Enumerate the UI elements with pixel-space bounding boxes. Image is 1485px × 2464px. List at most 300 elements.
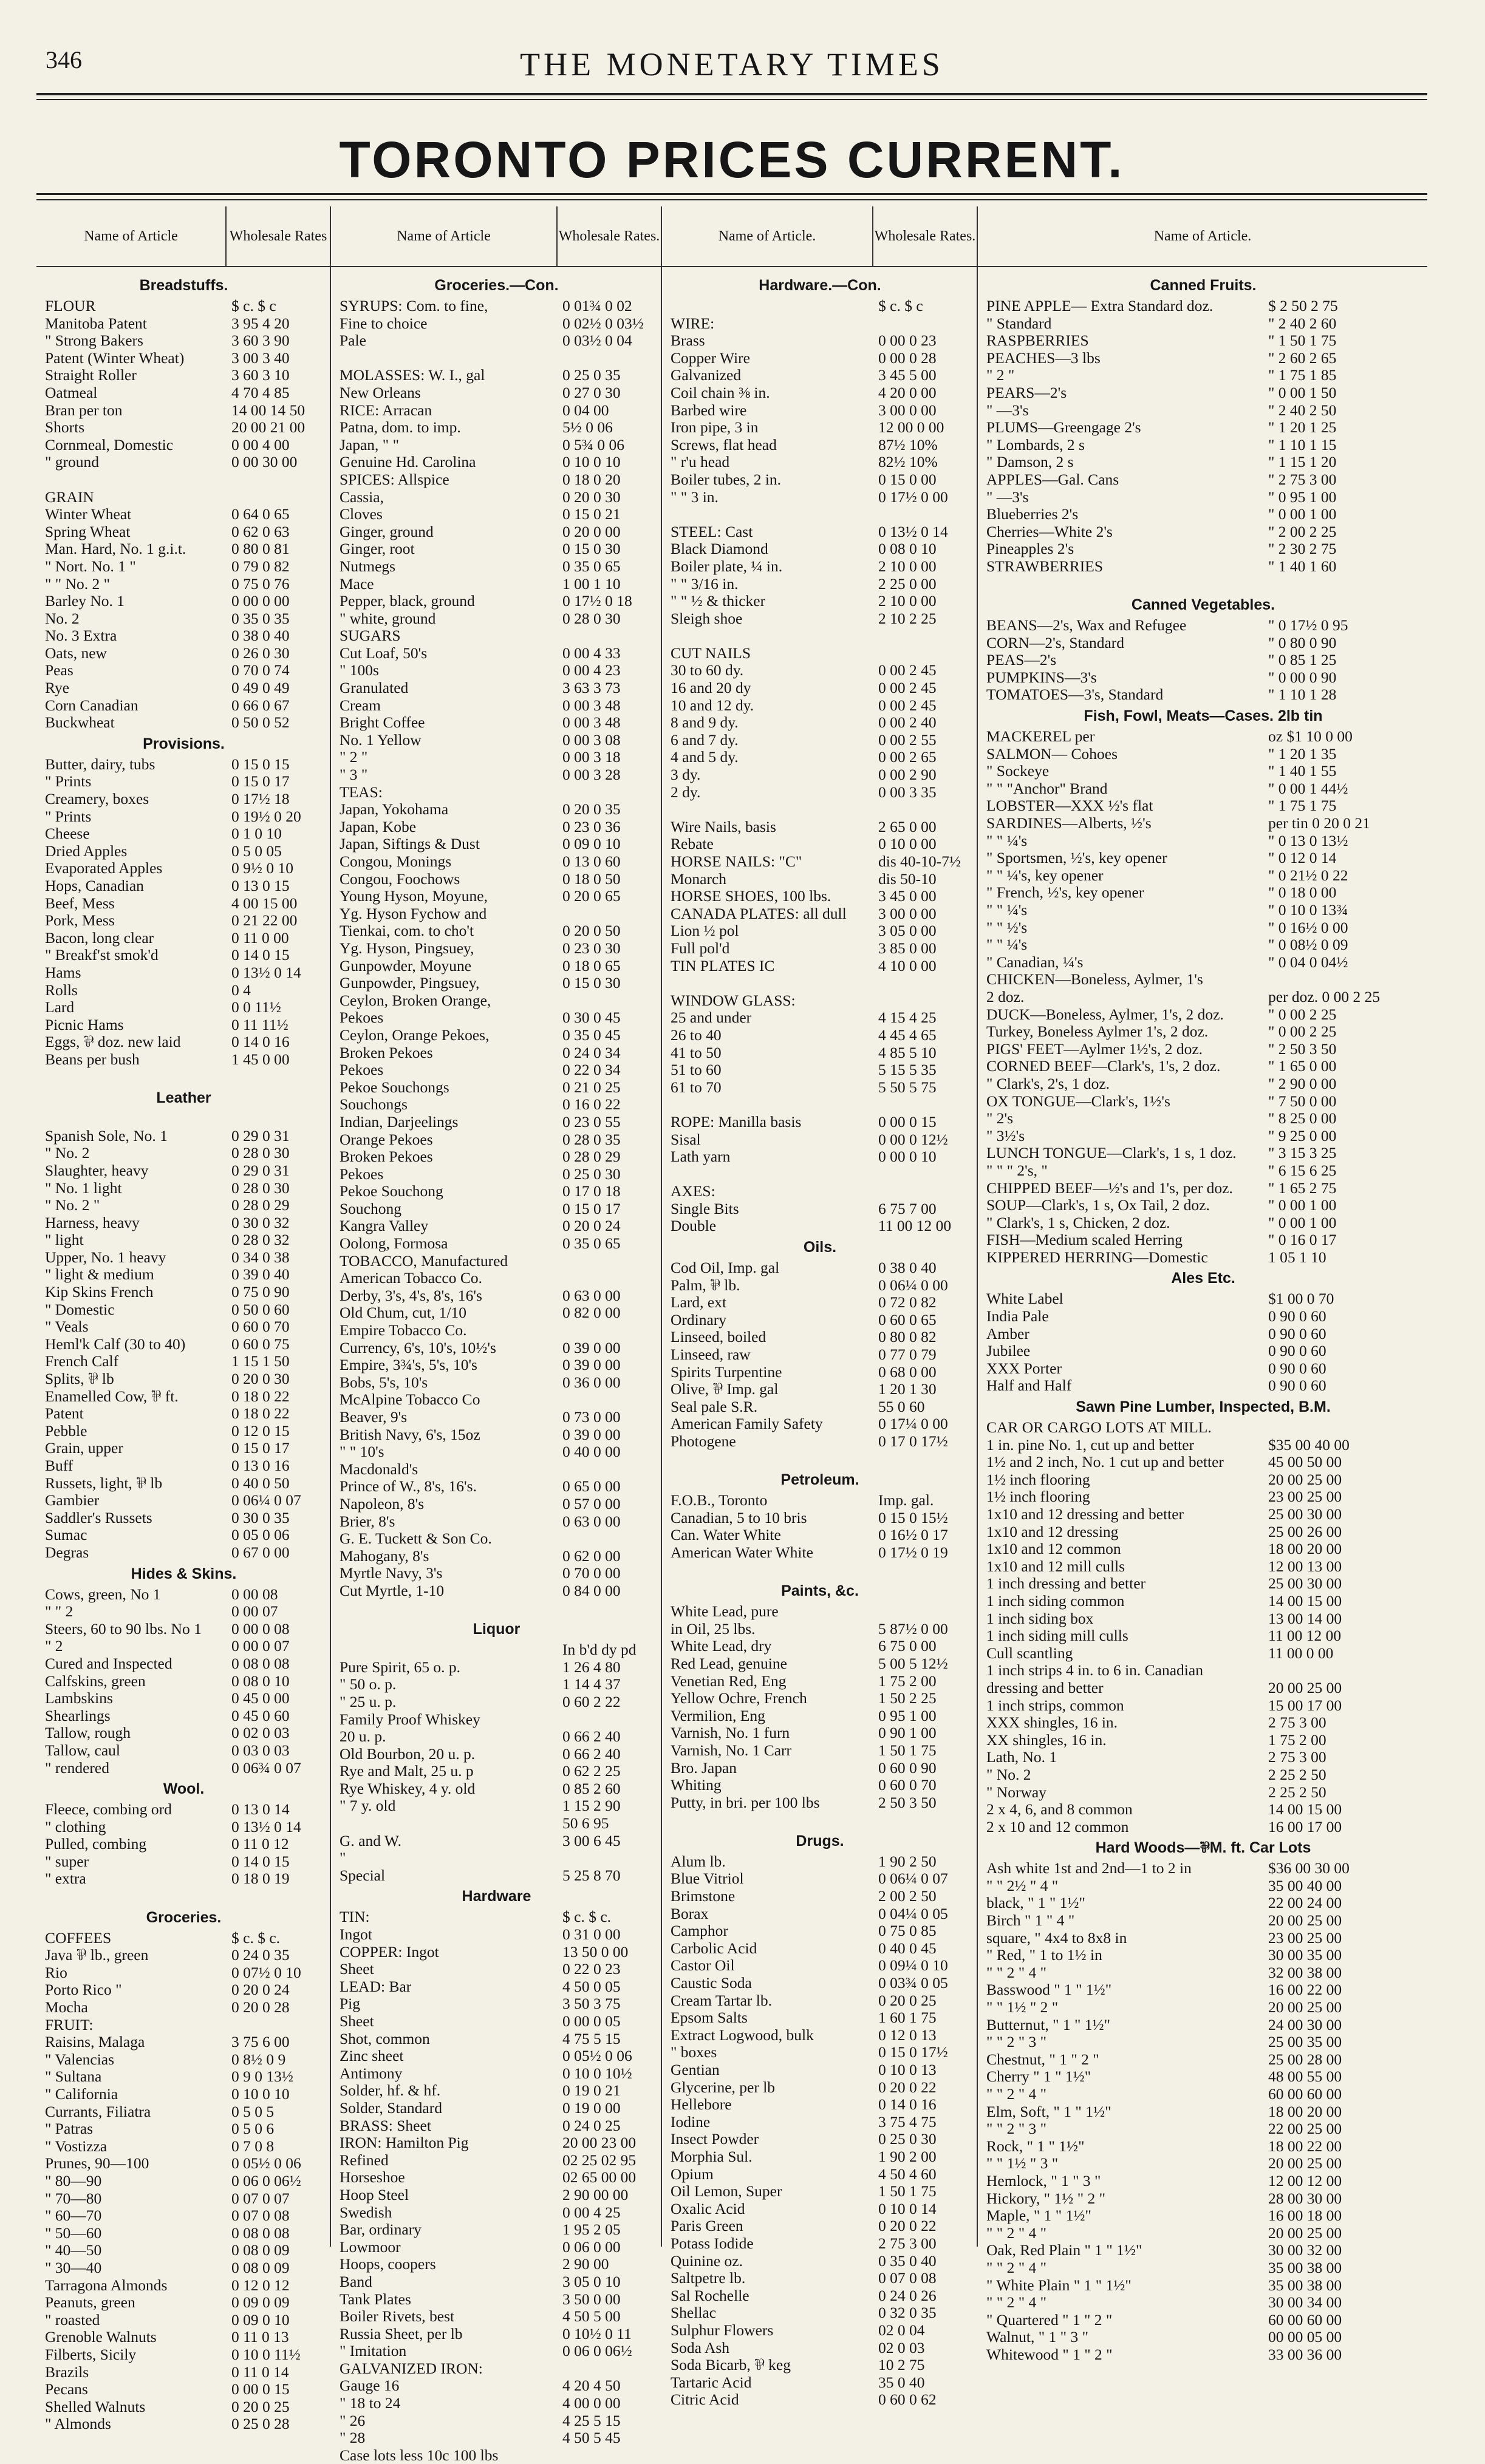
wholesale-rate: In b'd dy pd bbox=[562, 1641, 637, 1659]
wholesale-rate: 0 31 0 00 bbox=[562, 1925, 621, 1944]
article-name: Lion ½ pol bbox=[671, 922, 739, 940]
article-name: " rendered bbox=[45, 1758, 109, 1777]
article-name: SYRUPS: Com. to fine, bbox=[340, 297, 488, 315]
article-name: " " 2 bbox=[45, 1602, 73, 1621]
article-name: COFFEES bbox=[45, 1928, 112, 1947]
table-row bbox=[45, 1318, 323, 1336]
wholesale-rate: 0 66 2 40 bbox=[562, 1744, 621, 1763]
article-name: LEAD: Bar bbox=[340, 1977, 412, 1995]
article-name: " " 2 " 4 " bbox=[986, 2293, 1047, 2312]
article-name: Saddler's Russets bbox=[45, 1508, 152, 1526]
wholesale-rate: 1 45 0 00 bbox=[231, 1050, 290, 1068]
table-row bbox=[671, 2391, 969, 2409]
article-name: " Valencias bbox=[45, 2050, 115, 2068]
wholesale-rate: " 1 65 2 75 bbox=[1268, 1179, 1337, 1197]
table-row bbox=[45, 1128, 323, 1145]
table-row bbox=[45, 332, 323, 350]
table-row bbox=[986, 1249, 1420, 1267]
article-name: American Tobacco Co. bbox=[340, 1269, 482, 1287]
article-name: Bran per ton bbox=[45, 401, 123, 419]
wholesale-rate: 0 17½ 18 bbox=[231, 790, 290, 808]
wholesale-rate: 0 20 0 28 bbox=[231, 1998, 290, 2016]
table-row bbox=[45, 2312, 323, 2329]
table-row bbox=[340, 298, 654, 315]
article-name: Boiler plate, ¼ in. bbox=[671, 557, 783, 575]
article-name: 30 to 60 dy. bbox=[671, 661, 744, 679]
wholesale-rate: 0 07 0 08 bbox=[231, 2207, 290, 2225]
wholesale-rate bbox=[554, 1253, 654, 1270]
article-name: White Lead, dry bbox=[671, 1637, 772, 1655]
article-name: Blueberries 2's bbox=[986, 505, 1079, 523]
wholesale-rate: 0 00 0 08 bbox=[231, 1619, 290, 1638]
table-row bbox=[986, 1877, 1420, 1895]
article-name: No. 2 bbox=[45, 609, 80, 627]
table-row bbox=[671, 2131, 969, 2148]
article-name: Refined bbox=[340, 2151, 389, 2169]
wholesale-rate bbox=[223, 1069, 323, 1086]
article-name: " Clark's, 2's, 1 doz. bbox=[986, 1074, 1110, 1092]
table-row bbox=[671, 576, 969, 593]
wholesale-rate: 0 39 0 00 bbox=[562, 1356, 621, 1374]
article-name: Pulled, combing bbox=[45, 1835, 147, 1853]
wholesale-rate: 0 57 0 00 bbox=[562, 1494, 621, 1513]
wholesale-rate: $ c. $ c. bbox=[562, 1908, 612, 1926]
table-row bbox=[45, 558, 323, 576]
article-name: Walnut, " 1 " 3 " bbox=[986, 2328, 1088, 2346]
wholesale-rate: " 1 75 1 85 bbox=[1268, 366, 1337, 384]
wholesale-rate: 3 00 0 00 bbox=[878, 904, 937, 922]
article-name: 41 to 50 bbox=[671, 1043, 722, 1061]
article-name: Borax bbox=[671, 1904, 709, 1922]
table-row bbox=[671, 1294, 969, 1312]
article-name: Hickory, " 1½ " 2 " bbox=[986, 2189, 1106, 2207]
article-name bbox=[45, 1110, 223, 1128]
table-row bbox=[671, 1381, 969, 1398]
wholesale-rate: per tin 0 20 0 21 bbox=[1268, 814, 1370, 832]
table-row bbox=[986, 902, 1420, 919]
table-row bbox=[45, 315, 323, 333]
table-row bbox=[340, 922, 654, 940]
article-name: " California bbox=[45, 2085, 118, 2103]
article-name: LOBSTER—XXX ½'s flat bbox=[986, 797, 1153, 815]
wholesale-rate: 0 00 2 55 bbox=[878, 730, 937, 749]
wholesale-rate bbox=[223, 1110, 323, 1128]
table-row bbox=[340, 523, 654, 541]
article-name: SARDINES—Alberts, ½'s bbox=[986, 814, 1152, 832]
wholesale-rate: 20 00 23 00 bbox=[562, 2134, 637, 2152]
wholesale-rate: 6 75 7 00 bbox=[878, 1199, 937, 1217]
wholesale-rate: 0 24 0 26 bbox=[878, 2286, 937, 2304]
table-row bbox=[671, 818, 969, 836]
wholesale-rate: 0 13 0 60 bbox=[562, 853, 621, 870]
article-name: " 2's bbox=[986, 1109, 1014, 1128]
table-row bbox=[986, 1506, 1420, 1523]
article-name: RICE: Arracan bbox=[340, 401, 432, 419]
table-row bbox=[45, 2294, 323, 2312]
article-name: " 70—80 bbox=[45, 2189, 102, 2207]
article-name: Patent (Winter Wheat) bbox=[45, 349, 185, 367]
table-row bbox=[986, 1326, 1420, 1343]
table-row bbox=[340, 1426, 654, 1444]
table-row bbox=[45, 1724, 323, 1742]
wholesale-rate bbox=[870, 1811, 969, 1829]
article-name: " " 10's bbox=[340, 1443, 384, 1461]
wholesale-rate: 0 00 4 23 bbox=[562, 661, 621, 679]
table-row bbox=[986, 832, 1420, 850]
table-row bbox=[340, 2377, 654, 2395]
table-row bbox=[340, 1061, 654, 1079]
table-row bbox=[986, 1947, 1420, 1964]
wholesale-rate: 1 90 2 50 bbox=[878, 1852, 937, 1870]
table-row bbox=[671, 437, 969, 454]
table-row bbox=[45, 1231, 323, 1249]
article-name: Corn Canadian bbox=[45, 696, 138, 714]
wholesale-rate: 0 23 0 30 bbox=[562, 939, 621, 957]
table-row bbox=[671, 2009, 969, 2027]
article-name: " " 2 " 3 " bbox=[986, 2033, 1047, 2051]
wholesale-rate: 0 06¼ 0 00 bbox=[878, 1276, 948, 1294]
table-row bbox=[986, 1197, 1420, 1214]
wholesale-rate: 0 21 0 25 bbox=[562, 1078, 621, 1096]
page-header bbox=[36, 33, 1427, 188]
table-row bbox=[45, 1999, 323, 2016]
table-row bbox=[45, 773, 323, 791]
article-name: " 50 o. p. bbox=[340, 1675, 397, 1693]
table-row bbox=[45, 2329, 323, 2346]
table-row bbox=[986, 971, 1420, 989]
wholesale-rate: 0 66 2 40 bbox=[562, 1727, 621, 1746]
table-row bbox=[671, 975, 969, 992]
section-title: Hardware bbox=[462, 1888, 531, 1905]
table-row bbox=[986, 1999, 1420, 2016]
table-row bbox=[45, 2398, 323, 2416]
article-name: Whiting bbox=[671, 1776, 722, 1794]
table-row bbox=[340, 1815, 654, 1833]
wholesale-rate: $36 00 30 00 bbox=[1268, 1859, 1350, 1877]
table-row bbox=[340, 1693, 654, 1711]
article-name: " Veals bbox=[45, 1318, 89, 1336]
wholesale-rate: 0 10 0 10 bbox=[231, 2085, 290, 2103]
wholesale-rate: 0 25 0 35 bbox=[562, 366, 621, 384]
table-row bbox=[986, 669, 1420, 687]
table-row bbox=[671, 992, 969, 1010]
article-name: Heml'k Calf (30 to 40) bbox=[45, 1335, 186, 1353]
wholesale-rate: 0 38 0 40 bbox=[231, 627, 290, 645]
article-name: Brimstone bbox=[671, 1887, 736, 1905]
wholesale-rate: 0 20 0 25 bbox=[878, 1991, 937, 2009]
wholesale-rate: 0 20 0 50 bbox=[562, 922, 621, 940]
article-name: " " ¼'s bbox=[986, 936, 1028, 954]
wholesale-rate: 0 60 0 90 bbox=[878, 1758, 937, 1777]
article-name: Beans per bush bbox=[45, 1050, 140, 1068]
header-name: Name of Article. bbox=[1153, 228, 1252, 244]
section-title: Petroleum. bbox=[780, 1471, 859, 1489]
wholesale-rate: 0 82 0 00 bbox=[562, 1304, 621, 1322]
wholesale-rate: 0 18 0 20 bbox=[562, 470, 621, 488]
table-row bbox=[45, 1336, 323, 1353]
wholesale-rate: 3 45 0 00 bbox=[878, 887, 937, 905]
article-name: Blue Vitriol bbox=[671, 1870, 744, 1888]
table-row bbox=[340, 1746, 654, 1763]
table-row bbox=[45, 1051, 323, 1069]
table-row bbox=[340, 2169, 654, 2187]
article-name: " " ½ & thicker bbox=[671, 592, 766, 610]
table-row bbox=[340, 2412, 654, 2430]
table-row bbox=[340, 1235, 654, 1253]
article-name: " " 1½ " 2 " bbox=[986, 1998, 1059, 2016]
article-name: PEACHES—3 lbs bbox=[986, 349, 1101, 367]
wholesale-rate: 0 00 3 28 bbox=[562, 766, 621, 784]
table-row bbox=[986, 1662, 1420, 1680]
article-name: 1½ and 2 inch, No. 1 cut up and better bbox=[986, 1453, 1224, 1471]
article-name: MOLASSES: W. I., gal bbox=[340, 366, 485, 384]
table-row bbox=[340, 2065, 654, 2083]
table-row bbox=[986, 2207, 1420, 2225]
table-row bbox=[340, 1183, 654, 1200]
table-row bbox=[340, 645, 654, 662]
article-name: Can. Water White bbox=[671, 1526, 781, 1544]
article-name: Rock, " 1 " 1½" bbox=[986, 2137, 1085, 2155]
wholesale-rate: 50 6 95 bbox=[562, 1814, 609, 1833]
wholesale-rate: 0 15 0 00 bbox=[878, 470, 937, 488]
wholesale-rate: 0 10½ 0 11 bbox=[562, 2324, 632, 2343]
wholesale-rate: 18 00 22 00 bbox=[1268, 2137, 1342, 2155]
article-name: Pineapples 2's bbox=[986, 540, 1074, 558]
table-row bbox=[45, 2381, 323, 2398]
wholesale-rate: 0 15 0 17 bbox=[231, 1439, 290, 1457]
article-name: Morphia Sul. bbox=[671, 2147, 753, 2165]
wholesale-rate: " 0 18 0 00 bbox=[1268, 883, 1337, 902]
table-row bbox=[986, 1593, 1420, 1610]
wholesale-rate: " 1 40 1 60 bbox=[1268, 557, 1337, 575]
table-row bbox=[340, 384, 654, 402]
section-title: Hides & Skins. bbox=[131, 1565, 237, 1582]
table-row bbox=[340, 818, 654, 836]
article-name: " 18 to 24 bbox=[340, 2394, 401, 2412]
article-name: Japan, Kobe bbox=[340, 817, 417, 836]
wholesale-rate: 0 04¼ 0 05 bbox=[878, 1904, 948, 1922]
article-name: Extract Logwood, bulk bbox=[671, 2026, 814, 2044]
table-row bbox=[986, 1360, 1420, 1378]
article-name: Sumac bbox=[45, 1526, 87, 1544]
article-name: Amber bbox=[986, 1324, 1029, 1343]
column-2 bbox=[331, 206, 662, 2464]
article-name: Gambier bbox=[45, 1491, 100, 1509]
article-name bbox=[45, 1069, 223, 1086]
article-name: Iron pipe, 3 in bbox=[671, 418, 759, 437]
table-row bbox=[45, 1249, 323, 1267]
article-name: Saltpetre lb. bbox=[671, 2269, 746, 2287]
wholesale-rate bbox=[554, 1322, 654, 1339]
wholesale-rate: 0 17½ 0 18 bbox=[562, 592, 632, 610]
table-row bbox=[45, 506, 323, 523]
wholesale-rate: 0 23 0 55 bbox=[562, 1112, 621, 1131]
wholesale-rate: 11 00 0 00 bbox=[1268, 1644, 1334, 1662]
wholesale-rate: 0 35 0 40 bbox=[878, 2251, 937, 2270]
wholesale-rate: 0 1 0 10 bbox=[231, 825, 282, 843]
table-row bbox=[340, 1780, 654, 1798]
wholesale-rate: 23 00 25 00 bbox=[1268, 1488, 1342, 1506]
table-row bbox=[340, 558, 654, 576]
article-name: Cut Myrtle, 1-10 bbox=[340, 1581, 445, 1599]
table-row bbox=[45, 1586, 323, 1604]
table-row bbox=[671, 2061, 969, 2079]
article-name: " white, ground bbox=[340, 609, 436, 627]
wholesale-rate: $ c. $ c bbox=[878, 297, 923, 315]
table-row bbox=[340, 2429, 654, 2447]
article-name: Brier, 8's bbox=[340, 1512, 395, 1530]
wholesale-rate: 0 03 0 03 bbox=[231, 1741, 290, 1759]
table-row bbox=[671, 627, 969, 645]
wholesale-rate: 0 00 4 25 bbox=[562, 2203, 621, 2221]
table-row bbox=[340, 1867, 654, 1885]
article-name: " " " 2's, " bbox=[986, 1161, 1048, 1179]
article-name: TIN PLATES IC bbox=[671, 956, 775, 975]
article-name: " Sockeye bbox=[986, 762, 1050, 780]
section-title: Hardware.—Con. bbox=[759, 277, 881, 294]
table-row bbox=[340, 905, 654, 923]
article-name: Full pol'd bbox=[671, 939, 730, 957]
article-name: KIPPERED HERRING—Domestic bbox=[986, 1248, 1208, 1266]
table-row bbox=[45, 982, 323, 999]
table-row bbox=[986, 2242, 1420, 2259]
table-row bbox=[340, 679, 654, 697]
wholesale-rate: 0 75 0 90 bbox=[231, 1283, 290, 1301]
article-name: Cows, green, No 1 bbox=[45, 1585, 161, 1603]
wholesale-rate: 13 50 0 00 bbox=[562, 1942, 629, 1961]
table-row bbox=[45, 662, 323, 679]
table-row bbox=[671, 2374, 969, 2392]
table-row bbox=[986, 1377, 1420, 1395]
article-name: Peanuts, green bbox=[45, 2293, 135, 2312]
table-row bbox=[45, 1819, 323, 1836]
wholesale-rate: 0 05½ 0 06 bbox=[562, 2047, 632, 2065]
article-name: Antimony bbox=[340, 2064, 403, 2082]
header-name: Name of Article bbox=[84, 228, 178, 244]
table-row bbox=[671, 1148, 969, 1166]
article-name: XXX Porter bbox=[986, 1359, 1062, 1377]
wholesale-rate: 0 00 0 15 bbox=[878, 1112, 937, 1131]
article-name: " light & medium bbox=[45, 1265, 154, 1284]
wholesale-rate: " 1 40 1 55 bbox=[1268, 762, 1337, 780]
wholesale-rate: 0 17¼ 0 00 bbox=[878, 1415, 948, 1433]
table-row bbox=[340, 1270, 654, 1287]
table-row bbox=[671, 1509, 969, 1527]
wholesale-rate: 2 25 2 50 bbox=[1268, 1765, 1326, 1783]
table-row bbox=[340, 2343, 654, 2360]
wholesale-rate: 0 17½ 0 19 bbox=[878, 1543, 948, 1561]
table-row bbox=[671, 1526, 969, 1544]
wholesale-rate: 22 00 24 00 bbox=[1268, 1894, 1342, 1912]
table-row bbox=[45, 1603, 323, 1621]
table-row bbox=[340, 1797, 654, 1815]
table-row bbox=[45, 1801, 323, 1819]
article-name: " Standard bbox=[986, 314, 1052, 332]
article-name: Currants, Filiatra bbox=[45, 2102, 151, 2120]
wholesale-rate: 0 80 0 82 bbox=[878, 1328, 937, 1346]
article-name: Buff bbox=[45, 1457, 73, 1474]
wholesale-rate: 20 00 25 00 bbox=[1268, 2154, 1342, 2173]
article-name: " " 3 in. bbox=[671, 488, 719, 506]
article-name: " No. 2 " bbox=[45, 1196, 100, 1214]
table-row bbox=[986, 780, 1420, 798]
table-row bbox=[671, 888, 969, 905]
wholesale-rate: 0 70 0 00 bbox=[562, 1564, 621, 1582]
article-name: PUMPKINS—3's bbox=[986, 668, 1097, 686]
table-row bbox=[340, 2134, 654, 2152]
article-name: Sheet bbox=[340, 1960, 374, 1978]
article-name: Elm, Soft, " 1 " 1½" bbox=[986, 2102, 1111, 2120]
wholesale-rate: 0 5¾ 0 06 bbox=[562, 435, 624, 454]
wholesale-rate: 0 27 0 30 bbox=[562, 383, 621, 401]
article-name: " extra bbox=[45, 1870, 86, 1888]
wholesale-rate: 5 15 5 35 bbox=[878, 1061, 937, 1079]
table-row bbox=[340, 402, 654, 420]
table-row bbox=[340, 1114, 654, 1131]
wholesale-rate: 0 30 0 32 bbox=[231, 1213, 290, 1231]
article-name: Beef, Mess bbox=[45, 894, 115, 912]
table-row bbox=[986, 419, 1420, 437]
table-row bbox=[986, 367, 1420, 384]
article-name: STRAWBERRIES bbox=[986, 557, 1104, 575]
wholesale-rate: 2 25 0 00 bbox=[878, 574, 937, 593]
wholesale-rate: 60 00 60 00 bbox=[1268, 2310, 1342, 2329]
article-name: " No. 2 bbox=[45, 1144, 90, 1162]
page-title: TORONTO PRICES CURRENT. bbox=[339, 131, 1125, 188]
wholesale-rate: 14 00 15 00 bbox=[1268, 1800, 1342, 1819]
table-row bbox=[45, 2415, 323, 2433]
article-name: Java ⅌ lb., green bbox=[45, 1946, 149, 1964]
article-name: " roasted bbox=[45, 2310, 100, 2329]
table-row bbox=[340, 1443, 654, 1461]
table-row bbox=[986, 635, 1420, 652]
article-name: Indian, Darjeelings bbox=[340, 1112, 459, 1131]
article-name: FISH—Medium scaled Herring bbox=[986, 1231, 1183, 1249]
wholesale-rate bbox=[870, 1603, 969, 1621]
table-row bbox=[986, 298, 1420, 315]
article-name: Grain, upper bbox=[45, 1439, 123, 1457]
wholesale-rate: 0 00 0 00 bbox=[231, 592, 290, 610]
article-name: 1 inch siding box bbox=[986, 1609, 1094, 1627]
article-name: Glycerine, per lb bbox=[671, 2078, 776, 2096]
wholesale-rate: 3 60 3 90 bbox=[231, 332, 290, 350]
article-name: GRAIN bbox=[45, 488, 94, 506]
table-row bbox=[986, 1558, 1420, 1576]
wholesale-rate: 0 79 0 82 bbox=[231, 557, 290, 575]
wholesale-rate: 0 04 00 bbox=[562, 401, 609, 419]
article-name: " light bbox=[45, 1231, 84, 1249]
table-row bbox=[986, 315, 1420, 333]
table-row bbox=[340, 1641, 654, 1659]
section-title: Breadstuffs. bbox=[139, 277, 228, 294]
article-name: " Sultana bbox=[45, 2068, 102, 2086]
table-row bbox=[986, 1860, 1420, 1877]
table-rule-thin bbox=[36, 199, 1427, 200]
article-name: CORN—2's, Standard bbox=[986, 633, 1125, 652]
article-name: Case lots less 10c 100 lbs bbox=[340, 2446, 499, 2464]
wholesale-rate: 0 00 0 12½ bbox=[878, 1130, 948, 1148]
article-name: " Sportsmen, ½'s, key opener bbox=[986, 849, 1167, 867]
article-name: Bar, ordinary bbox=[340, 2221, 422, 2239]
wholesale-rate: 0 90 0 60 bbox=[1268, 1307, 1326, 1326]
table-row bbox=[340, 1374, 654, 1392]
article-name: Whitewood " 1 " 2 " bbox=[986, 2345, 1113, 2363]
article-name: Russets, light, ⅌ lb bbox=[45, 1474, 163, 1492]
table-row bbox=[340, 1096, 654, 1114]
wholesale-rate: 82½ 10% bbox=[878, 453, 938, 471]
wholesale-rate: 4 50 5 00 bbox=[562, 2307, 621, 2326]
table-row bbox=[671, 1259, 969, 1277]
